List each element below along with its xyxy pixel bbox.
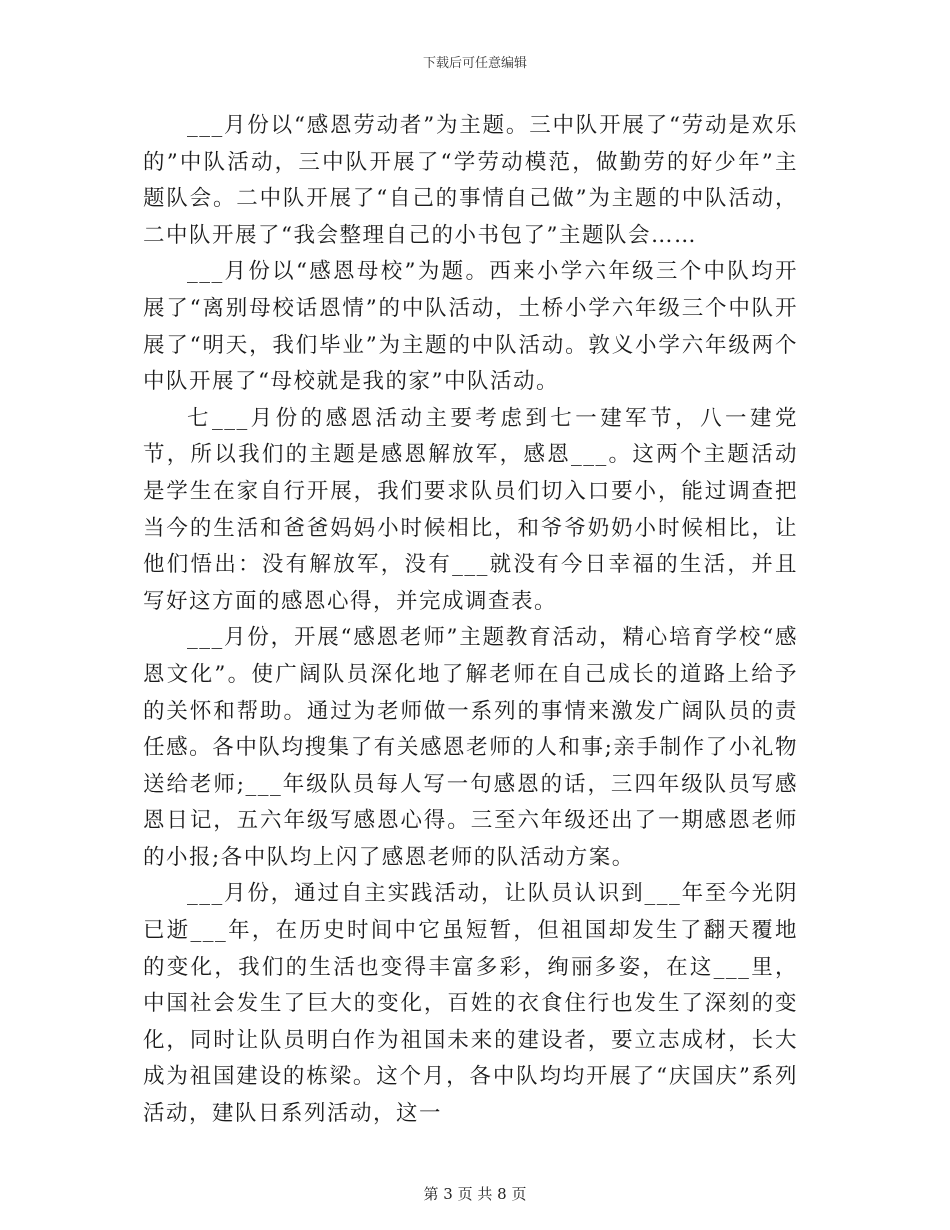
paragraph: ___月份，通过自主实践活动，让队员认识到___年至今光阴已逝___年，在历史时间中它虽短暂，但祖国却发生了翻天覆地的变化，我们的生活也变得丰富多彩，绚丽多姿，在这___里，中国社会发生了巨大的变化，百姓的衣食住行也发生了深刻的变化，同时让队员明白作为祖国未来的建设者，要立志成材，长大成为祖国建设的栋梁。这个月，各中队均均开展了“庆国庆”系列活动，建队日系列活动，这一 — [143, 881, 798, 1127]
paragraph: ___月份，开展“感恩老师”主题教育活动，精心培育学校“感恩文化”。使广阔队员深化地了解老师在自己成长的道路上给予的关怀和帮助。通过为老师做一系列的事情来激发广阔队员的责任感。各中队均搜集了有关感恩老师的人和事;亲手制作了小礼物送给老师;___年级队员每人写一句感恩的话，三四年级队员写感恩日记，五六年级写感恩心得。三至六年级还出了一期感恩老师的小报;各中队均上闪了感恩老师的队活动方案。 — [143, 625, 798, 870]
page-number: 第 3 页 共 8 页 — [423, 1185, 527, 1203]
paragraph: ___月份以“感恩劳动者”为主题。三中队开展了“劳动是欢乐的”中队活动，三中队开展了“学劳动模范，做勤劳的好少年”主题队会。二中队开展了“自己的事情自己做”为主题的中队活动，二中队开展了“我会整理自己的小书包了”主题队会…… — [143, 113, 798, 248]
page-header-note: 下载后可任意编辑 — [422, 56, 527, 71]
paragraph: 七___月份的感恩活动主要考虑到七一建军节，八一建党节，所以我们的主题是感恩解放军，感恩___。这两个主题活动是学生在家自行开展，我们要求队员们切入口要小，能过调查把当今的生活和爸爸妈妈小时候相比，和爷爷奶奶小时候相比，让他们悟出：没有解放军，没有___就没有今日幸福的生活，并且写好这方面的感恩心得，并完成调查表。 — [143, 405, 798, 614]
document-body — [143, 108, 798, 1133]
paragraph: ___月份以“感恩母校”为题。西来小学六年级三个中队均开展了“离别母校话恩情”的中队活动，土桥小学六年级三个中队开展了“明天，我们毕业”为主题的中队活动。敦义小学六年级两个中队开展了“母校就是我的家”中队活动。 — [143, 259, 798, 395]
